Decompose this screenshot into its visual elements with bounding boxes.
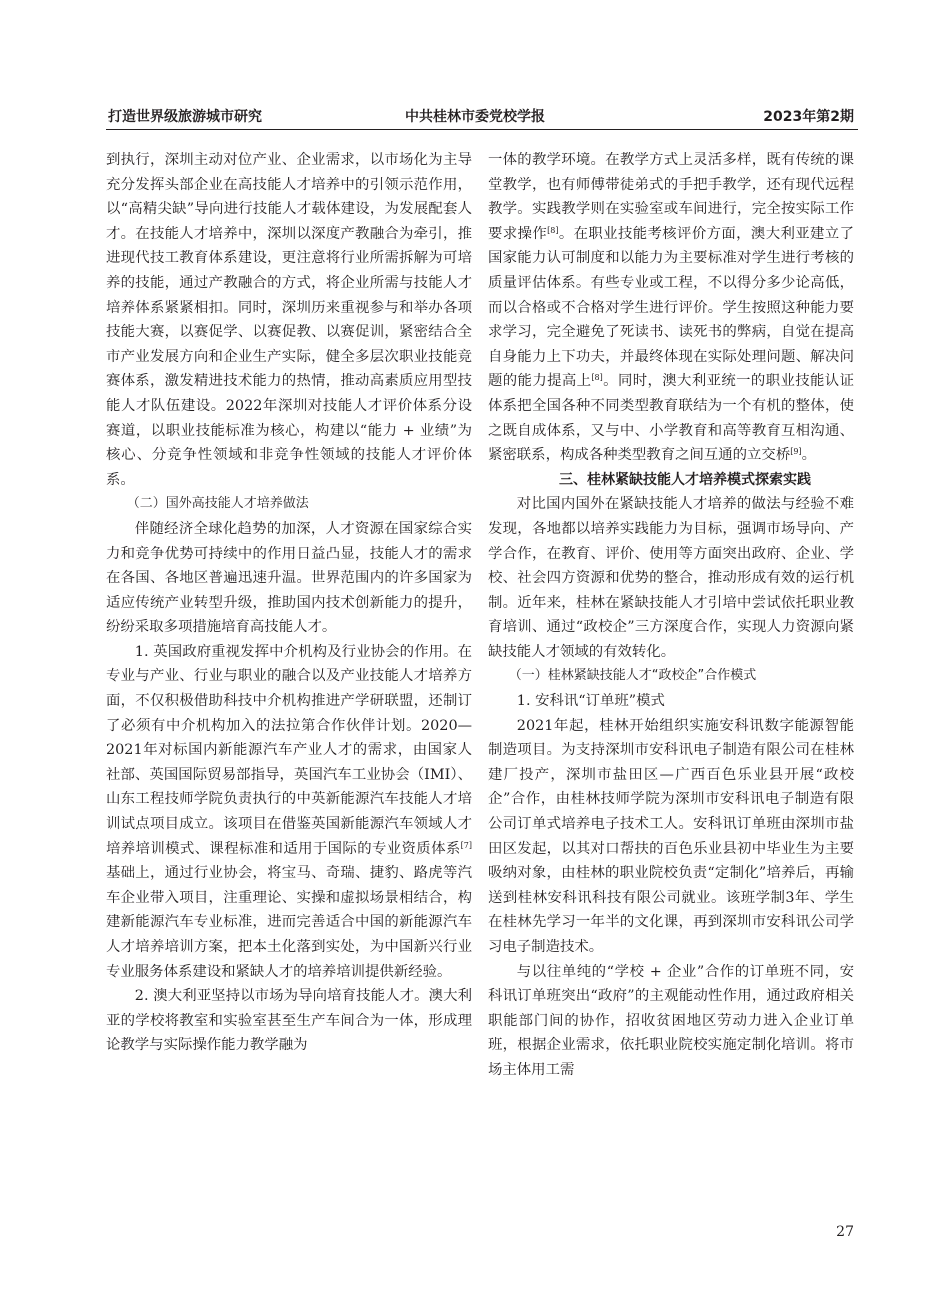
subsubsection-heading: 1. 安科讯“订单班”模式: [516, 693, 665, 710]
paragraph: 与以往单纯的“学校 + 企业”合作的订单班不同，安科讯订单班突出“政府”的主观能动性作用，通过政府相关职能部门间的协作，招收贫困地区劳动力进入企业订单班，根据企业需求，依托职业院校实施定制化培训。将市场主体用工需: [488, 963, 854, 1078]
citation: [7]: [460, 840, 472, 850]
subsection-heading: （一）桂林紧缺技能人才“政校企”合作模式: [508, 668, 757, 684]
paragraph-text: 1. 英国政府重视发挥中介机构及行业协会的作用。在专业与产业、行业与职业的融合以及产业技能人才培养方面，不仅积极借助科技中介机构推进产学研联盟，还制订了必须有中介机构加入的法拉第合作伙伴计划。2020—2021年对标国内新能源汽车产业人才的需求，由国家人社部、英国国际贸易部指导，英国汽车工业协会（IMI）、山东工程技师学院负责执行的中英新能源汽车技能人才培训试点项目成立。该项目在借鉴英国新能源汽车领域人才培养培训模式、课程标准和适用于国际的专业资质体系: [106, 643, 472, 857]
section-heading: （二）国外高技能人才培养做法: [126, 496, 309, 512]
paragraph-text: 基础上，通过行业协会，将宝马、奇瑞、捷豹、路虎等汽车企业带入项目，注重理论、实操和虚拟场景相结合，构建新能源汽车专业标准，进而完善适合中国的新能源汽车人才培养培训方案，把本土化落到实处，为中国新兴行业专业服务体系建设和紧缺人才的培养培训提供新经验。: [106, 865, 472, 980]
paragraph: 2021年起，桂林开始组织实施安科讯数字能源智能制造项目。为支持深圳市安科讯电子制造有限公司在桂林建厂投产，深圳市盐田区—广西百色乐业县开展“政校企”合作，由桂林技师学院为深圳市安科讯电子制造有限公司订单式培养电子技术工人。安科讯订单班由深圳市盐田区发起，以其对口帮扶的百色乐业县初中毕业生为主要吸纳对象，由桂林的职业院校负责“定制化”培养后，再输送到桂林安科讯科技有限公司就业。该班学制3年、学生在桂林先学习一年半的文化课，再到深圳市安科讯公司学习电子制造技术。: [488, 717, 854, 955]
paragraph-text: 。: [801, 447, 816, 464]
paragraph: [488, 148, 854, 468]
right-column: [488, 148, 854, 1083]
paragraph: 到执行，深圳主动对位产业、企业需求，以市场化为主导充分发挥头部企业在高技能人才培养中的引领示范作用，以“高精尖缺”导向进行技能人才载体建设，为发展配套人才。在技能人才培养中，深圳以深度产教融合为牵引，推进现代技工教育体系建设，更注意将行业所需拆解为可培养的技能，通过产教融合的方式，将企业所需与技能人才培养体系紧紧相扣。同时，深圳历来重视参与和举办各项技能大赛，以赛促学、以赛促教、以赛促训，紧密结合全市产业发展方向和企业生产实际，健全多层次职业技能竞赛体系，激发精进技术能力的热情，推动高素质应用型技能人才队伍建设。2022年深圳对技能人才评价体系分设赛道，以职业技能标准为核心，构建以“能力 + 业绩”为核心、分竞争性领域和非竞争性领域的技能人才评价体系。: [106, 152, 472, 488]
paragraph: 伴随经济全球化趋势的加深，人才资源在国家综合实力和竞争优势可持续中的作用日益凸显，技能人才的需求在各国、各地区普遍迅速升温。世界范围内的许多国家为适应传统产业转型升级，推助国内技术创新能力的提升，纷纷采取多项措施培育高技能人才。: [106, 520, 472, 636]
page-number: 27: [836, 1224, 854, 1240]
header-section-title: 打造世界级旅游城市研究: [108, 109, 262, 125]
citation: [8]: [547, 225, 559, 235]
paragraph: [106, 640, 472, 984]
paragraph-text: 。同时，澳大利亚统一的职业技能认证体系把全国各种不同类型教育联结为一个有机的整体，使之既自成体系，又与中、小学教育和高等教育互相沟通、紧密联系，构成各种类型教育之间互通的立交桥: [488, 373, 854, 464]
paragraph-text: 一体的教学环境。在教学方式上灵活多样，既有传统的课堂教学，也有师傅带徒弟式的手把手教学，还有现代远程教学。实践教学则在实验室或车间进行，完全按实际工作要求操作: [488, 152, 854, 242]
left-column: [106, 148, 472, 1058]
section-heading: 三、桂林紧缺技能人才培养模式探索实践: [559, 471, 811, 488]
paragraph: 对比国内国外在紧缺技能人才培养的做法与经验不难发现，各地都以培养实践能力为目标，强调市场导向、产学合作，在教育、评价、使用等方面突出政府、企业、学校、社会四方资源和优势的整合，推动形成有效的运行机制。近年来，桂林在紧缺技能人才引培中尝试依托职业教育培训、通过“政校企”三方深度合作，实现人力资源向紧缺技能人才领域的有效转化。: [488, 496, 854, 660]
citation: [8]: [591, 373, 603, 383]
paragraph: 2. 澳大利亚坚持以市场为导向培育技能人才。澳大利亚的学校将教室和实验室甚至生产车间合为一体，形成理论教学与实际操作能力教学融为: [106, 988, 472, 1054]
header-issue: 2023年第2期: [763, 109, 854, 125]
paragraph-text: 。在职业技能考核评价方面，澳大利亚建立了国家能力认可制度和以能力为主要标准对学生进行考核的质量评估体系。有些专业或工程，不以得分多少论高低，而以合格或不合格对学生进行评价。学生按照这种能力要求学习，完全避免了死读书、读死书的弊病，自觉在提高自身能力上下功夫，并最终体现在实际处理问题、解决问题的能力提高上: [488, 225, 854, 390]
citation: [9]: [790, 447, 802, 457]
running-header: [0, 100, 950, 128]
header-journal-title: 中共桂林市委党校学报: [405, 109, 545, 125]
header-rule: [106, 129, 858, 130]
